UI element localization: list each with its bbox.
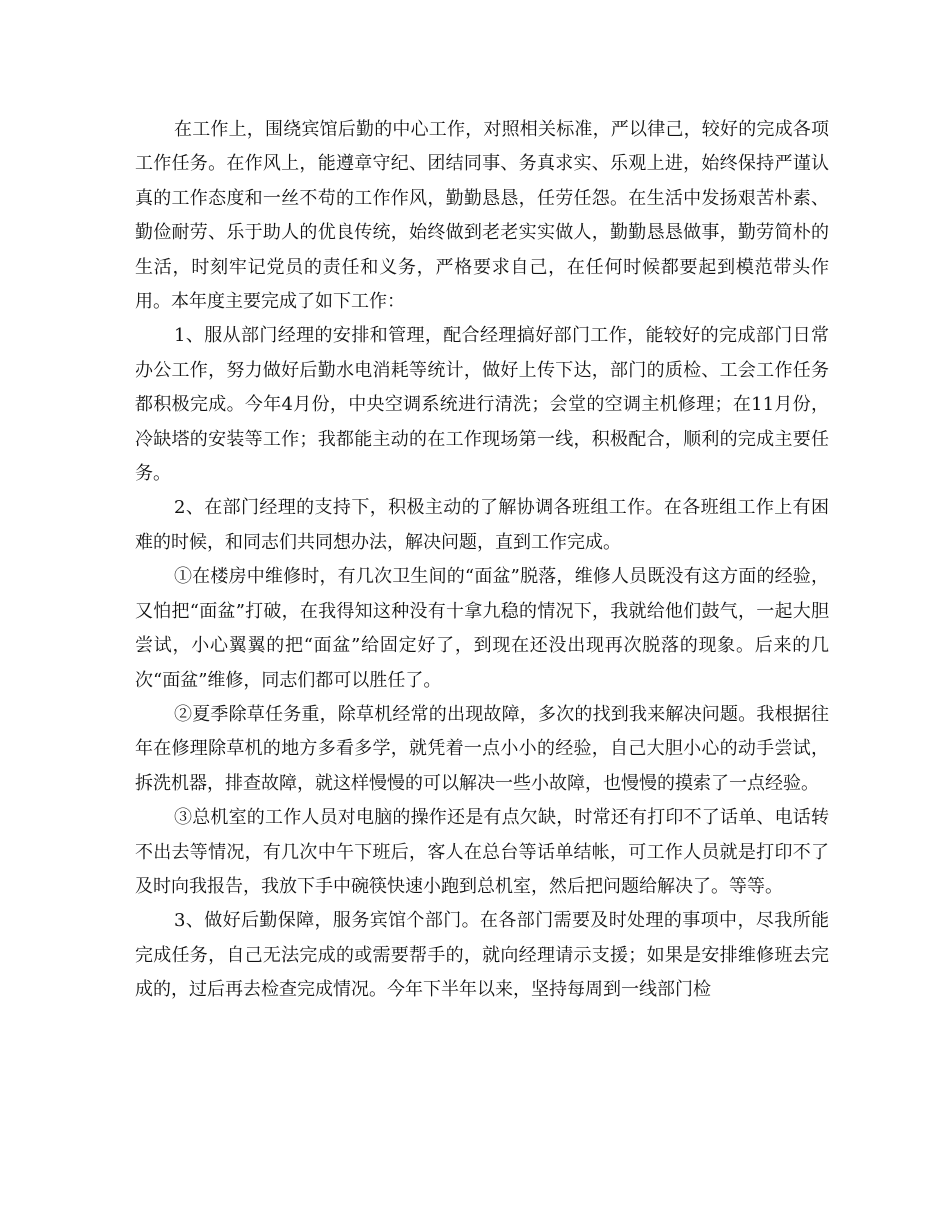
example-1-paragraph: ①在楼房中维修时，有几次卫生间的“面盆”脱落，维修人员既没有这方面的经验，又怕把“面盆”打破，在我得知这种没有十拿九稳的情况下，我就给他们鼓气，一起大胆尝试，小心翼翼的把“面盆”给固定好了，到现在还没出现再次脱落的现象。后来的几次“面盆”维修，同志们都可以胜任了。: [135, 566, 829, 691]
work-item-3-paragraph: 3、做好后勤保障，服务宾馆个部门。在各部门需要及时处理的事项中，尽我所能完成任务，自己无法完成的或需要帮手的，就向经理请示支援；如果是安排维修班去完成的，过后再去检查完成情况。今年下半年以来，坚持每周到一线部门检: [135, 910, 829, 1001]
work-item-1-paragraph: 1、服从部门经理的安排和管理，配合经理搞好部门工作，能较好的完成部门日常办公工作，努力做好后勤水电消耗等统计，做好上传下达，部门的质检、工会工作任务都积极完成。今年4月份，中央空调系统进行清洗；会堂的空调主机修理；在11月份，冷缺塔的安装等工作；我都能主动的在工作现场第一线，积极配合，顺利的完成主要任务。: [135, 325, 829, 485]
document-body: [135, 113, 829, 1008]
intro-paragraph: 在工作上，围绕宾馆后勤的中心工作，对照相关标准，严以律己，较好的完成各项工作任务。在作风上，能遵章守纪、团结同事、务真求实、乐观上进，始终保持严谨认真的工作态度和一丝不苟的工作作风，勤勤恳恳，任劳任怨。在生活中发扬艰苦朴素、勤俭耐劳、乐于助人的优良传统，始终做到老老实实做人，勤勤恳恳做事，勤劳简朴的生活，时刻牢记党员的责任和义务，严格要求自己，在任何时候都要起到模范带头作用。本年度主要完成了如下工作：: [135, 119, 829, 313]
example-3-paragraph: ③总机室的工作人员对电脑的操作还是有点欠缺，时常还有打印不了话单、电话转不出去等情况，有几次中午下班后，客人在总台等话单结帐，可工作人员就是打印不了及时向我报告，我放下手中碗筷快速小跑到总机室，然后把问题给解决了。等等。: [135, 807, 829, 897]
example-2-paragraph: ②夏季除草任务重，除草机经常的出现故障，多次的找到我来解决问题。我根据往年在修理除草机的地方多看多学，就凭着一点小小的经验，自己大胆小心的动手尝试，拆洗机器，排查故障，就这样慢慢的可以解决一些小故障，也慢慢的摸索了一点经验。: [135, 703, 829, 794]
work-item-2-paragraph: 2、在部门经理的支持下，积极主动的了解协调各班组工作。在各班组工作上有困难的时候，和同志们共同想办法，解决问题，直到工作完成。: [135, 497, 829, 553]
